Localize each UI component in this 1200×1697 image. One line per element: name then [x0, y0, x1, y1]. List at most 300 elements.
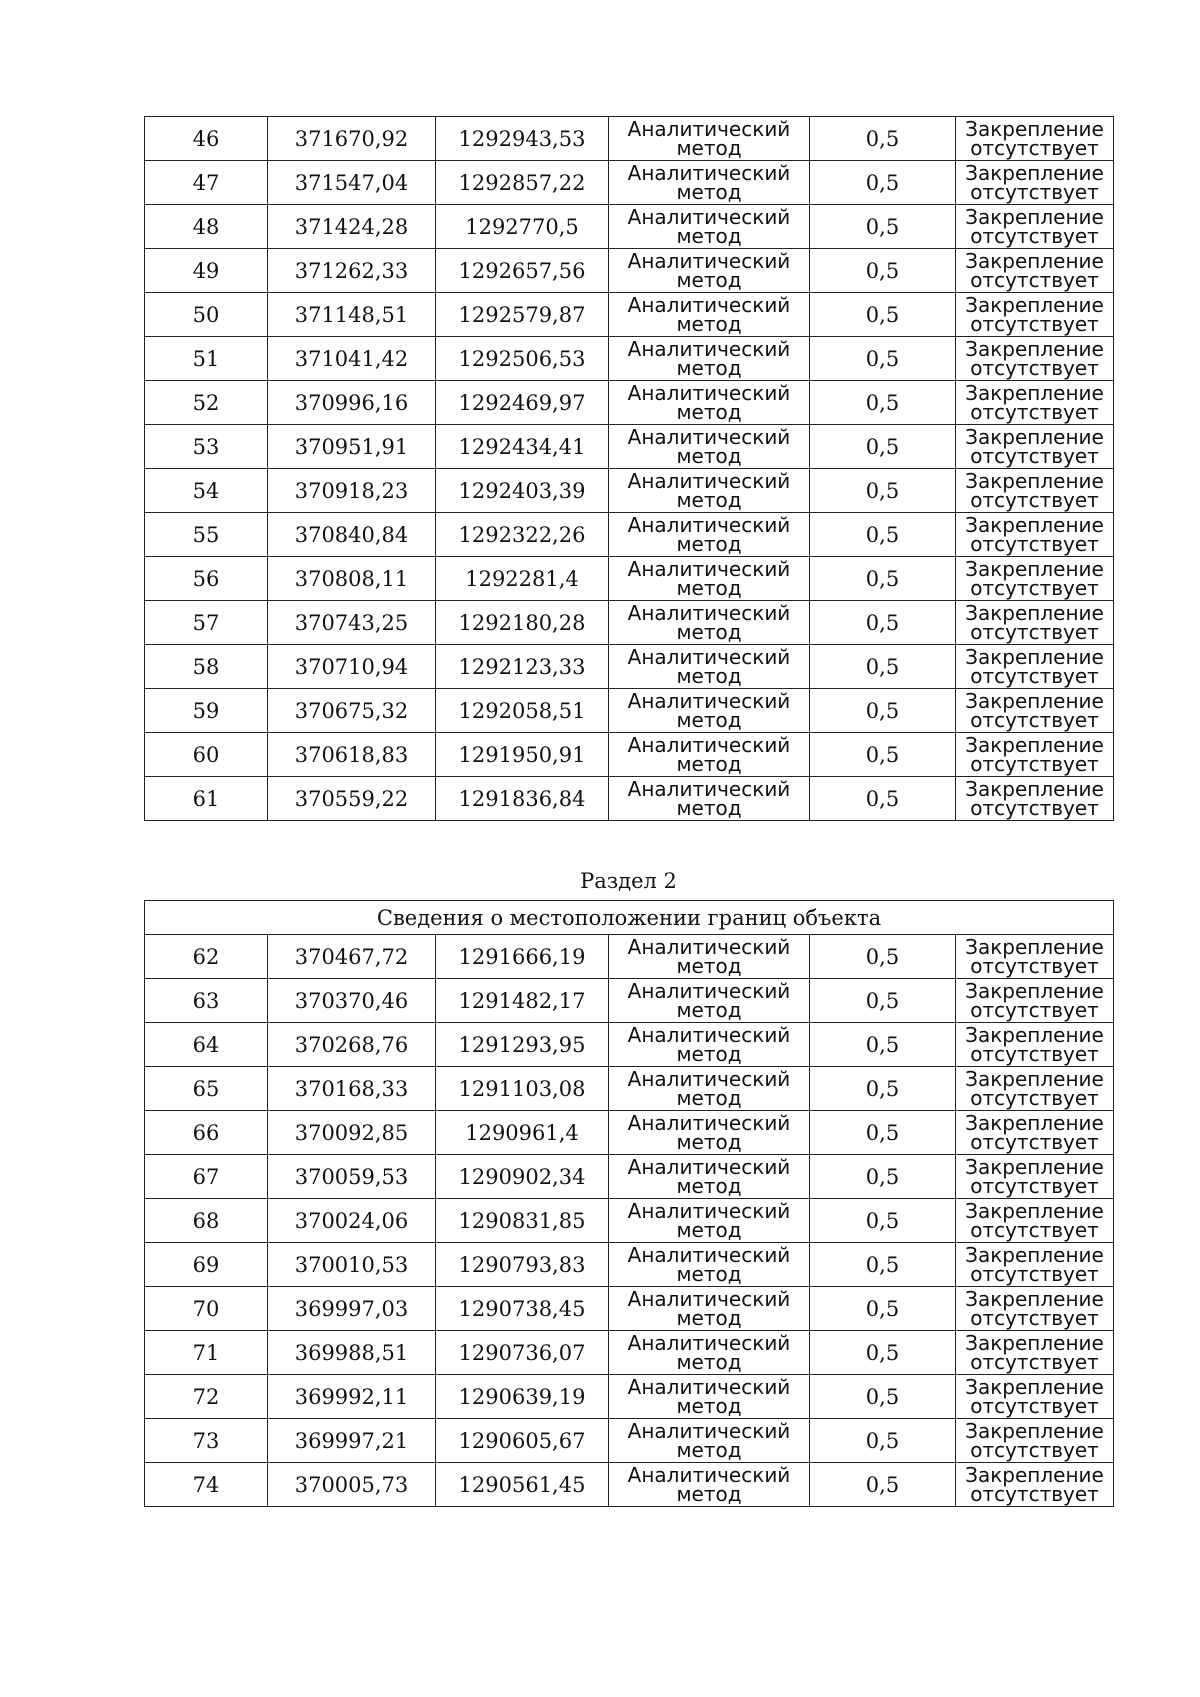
method-cell-line: Аналитический: [627, 468, 791, 493]
method-cell-line: метод: [676, 223, 742, 248]
method-cell-line: метод: [676, 487, 742, 512]
point-number-cell: 71: [145, 1331, 268, 1375]
method-cell: [609, 935, 810, 979]
method-cell: [609, 1067, 810, 1111]
fixing-cell: [956, 117, 1114, 161]
fixing-cell: [956, 733, 1114, 777]
fixing-cell-line: Закрепление: [965, 116, 1104, 141]
method-cell-line: Аналитический: [627, 978, 791, 1003]
accuracy-cell: 0,5: [810, 1023, 956, 1067]
point-number-cell: 57: [145, 601, 268, 645]
x-coordinate-cell: 371547,04: [268, 161, 436, 205]
y-coordinate-cell: 1290736,07: [436, 1331, 609, 1375]
method-cell-line: Аналитический: [627, 1022, 791, 1047]
accuracy-cell: 0,5: [810, 1463, 956, 1507]
fixing-cell-line: Закрепление: [965, 512, 1104, 537]
method-cell: [609, 645, 810, 689]
accuracy-cell: 0,5: [810, 689, 956, 733]
fixing-cell-line: отсутствует: [970, 443, 1099, 468]
fixing-cell: [956, 935, 1114, 979]
y-coordinate-cell: 1290561,45: [436, 1463, 609, 1507]
method-cell: [609, 1111, 810, 1155]
method-cell: [609, 1331, 810, 1375]
point-number-cell: 63: [145, 979, 268, 1023]
method-cell-line: Аналитический: [627, 292, 791, 317]
method-cell: [609, 689, 810, 733]
fixing-cell-line: Закрепление: [965, 556, 1104, 581]
method-cell-line: метод: [676, 1129, 742, 1154]
accuracy-cell: 0,5: [810, 777, 956, 821]
accuracy-cell: 0,5: [810, 645, 956, 689]
point-number-cell: 72: [145, 1375, 268, 1419]
x-coordinate-cell: 370168,33: [268, 1067, 436, 1111]
y-coordinate-cell: 1292469,97: [436, 381, 609, 425]
fixing-cell-line: отсутствует: [970, 1129, 1099, 1154]
fixing-cell-line: Закрепление: [965, 248, 1104, 273]
method-cell-line: метод: [676, 751, 742, 776]
x-coordinate-cell: 370370,46: [268, 979, 436, 1023]
table-row: [145, 1463, 1114, 1507]
accuracy-cell: 0,5: [810, 293, 956, 337]
fixing-cell: [956, 979, 1114, 1023]
fixing-cell-line: отсутствует: [970, 355, 1099, 380]
y-coordinate-cell: 1290738,45: [436, 1287, 609, 1331]
fixing-cell: [956, 249, 1114, 293]
fixing-cell: [956, 469, 1114, 513]
point-number-cell: 65: [145, 1067, 268, 1111]
method-cell-line: Аналитический: [627, 732, 791, 757]
fixing-cell-line: Закрепление: [965, 688, 1104, 713]
fixing-cell-line: Закрепление: [965, 336, 1104, 361]
y-coordinate-cell: 1290831,85: [436, 1199, 609, 1243]
fixing-cell: [956, 1067, 1114, 1111]
accuracy-cell: 0,5: [810, 117, 956, 161]
method-cell-line: метод: [676, 135, 742, 160]
method-cell: [609, 513, 810, 557]
table-row: [145, 1331, 1114, 1375]
accuracy-cell: 0,5: [810, 425, 956, 469]
y-coordinate-cell: 1291482,17: [436, 979, 609, 1023]
fixing-cell-line: отсутствует: [970, 619, 1099, 644]
table-row: [145, 1243, 1114, 1287]
fixing-cell-line: Закрепление: [965, 1022, 1104, 1047]
fixing-cell-line: Закрепление: [965, 424, 1104, 449]
y-coordinate-cell: 1292434,41: [436, 425, 609, 469]
y-coordinate-cell: 1290793,83: [436, 1243, 609, 1287]
method-cell-line: метод: [676, 1481, 742, 1506]
accuracy-cell: 0,5: [810, 733, 956, 777]
table-row: [145, 935, 1114, 979]
accuracy-cell: 0,5: [810, 979, 956, 1023]
method-cell-line: Аналитический: [627, 1198, 791, 1223]
method-cell-line: Аналитический: [627, 1374, 791, 1399]
fixing-cell: [956, 601, 1114, 645]
x-coordinate-cell: 369997,21: [268, 1419, 436, 1463]
method-cell: [609, 1419, 810, 1463]
accuracy-cell: 0,5: [810, 205, 956, 249]
method-cell-line: Аналитический: [627, 1462, 791, 1487]
table-row: [145, 205, 1114, 249]
point-number-cell: 74: [145, 1463, 268, 1507]
coordinates-table-2-body: [145, 901, 1114, 1507]
method-cell: [609, 1023, 810, 1067]
table-row: [145, 1375, 1114, 1419]
method-cell-line: Аналитический: [627, 512, 791, 537]
method-cell-line: метод: [676, 795, 742, 820]
point-number-cell: 49: [145, 249, 268, 293]
method-cell-line: метод: [676, 1437, 742, 1462]
method-cell: [609, 1155, 810, 1199]
fixing-cell-line: Закрепление: [965, 1374, 1104, 1399]
fixing-cell-line: Закрепление: [965, 1154, 1104, 1179]
y-coordinate-cell: 1292403,39: [436, 469, 609, 513]
y-coordinate-cell: 1292857,22: [436, 161, 609, 205]
y-coordinate-cell: 1292506,53: [436, 337, 609, 381]
point-number-cell: 48: [145, 205, 268, 249]
fixing-cell-line: Закрепление: [965, 732, 1104, 757]
fixing-cell-line: Закрепление: [965, 292, 1104, 317]
method-cell-line: метод: [676, 1393, 742, 1418]
point-number-cell: 58: [145, 645, 268, 689]
x-coordinate-cell: 371041,42: [268, 337, 436, 381]
point-number-cell: 67: [145, 1155, 268, 1199]
fixing-cell-line: отсутствует: [970, 1437, 1099, 1462]
table-row: [145, 161, 1114, 205]
method-cell-line: Аналитический: [627, 600, 791, 625]
coordinates-table-2: [144, 900, 1114, 1507]
method-cell: [609, 1199, 810, 1243]
table-row: [145, 337, 1114, 381]
method-cell-line: Аналитический: [627, 776, 791, 801]
x-coordinate-cell: 370005,73: [268, 1463, 436, 1507]
method-cell-line: Аналитический: [627, 1110, 791, 1135]
fixing-cell: [956, 337, 1114, 381]
coordinates-table-1-body: [145, 117, 1114, 821]
fixing-cell-line: Закрепление: [965, 160, 1104, 185]
table-row: [145, 777, 1114, 821]
fixing-cell: [956, 689, 1114, 733]
method-cell-line: метод: [676, 1261, 742, 1286]
method-cell-line: Аналитический: [627, 1242, 791, 1267]
point-number-cell: 46: [145, 117, 268, 161]
fixing-cell-line: отсутствует: [970, 707, 1099, 732]
accuracy-cell: 0,5: [810, 513, 956, 557]
accuracy-cell: 0,5: [810, 381, 956, 425]
y-coordinate-cell: 1291293,95: [436, 1023, 609, 1067]
x-coordinate-cell: 370710,94: [268, 645, 436, 689]
x-coordinate-cell: 370092,85: [268, 1111, 436, 1155]
point-number-cell: 55: [145, 513, 268, 557]
fixing-cell-line: отсутствует: [970, 1217, 1099, 1242]
fixing-cell-line: отсутствует: [970, 663, 1099, 688]
method-cell: [609, 293, 810, 337]
fixing-cell-line: Закрепление: [965, 1242, 1104, 1267]
method-cell-line: Аналитический: [627, 336, 791, 361]
method-cell-line: метод: [676, 575, 742, 600]
x-coordinate-cell: 370010,53: [268, 1243, 436, 1287]
fixing-cell: [956, 1023, 1114, 1067]
table-row: [145, 381, 1114, 425]
method-cell: [609, 381, 810, 425]
method-cell-line: метод: [676, 311, 742, 336]
table-row: [145, 1067, 1114, 1111]
fixing-cell-line: отсутствует: [970, 179, 1099, 204]
fixing-cell: [956, 1331, 1114, 1375]
accuracy-cell: 0,5: [810, 601, 956, 645]
method-cell-line: метод: [676, 179, 742, 204]
fixing-cell-line: отсутствует: [970, 1349, 1099, 1374]
method-cell: [609, 1375, 810, 1419]
fixing-cell: [956, 161, 1114, 205]
table-row: [145, 1287, 1114, 1331]
fixing-cell-line: отсутствует: [970, 953, 1099, 978]
method-cell-line: метод: [676, 1041, 742, 1066]
table-row: [145, 1023, 1114, 1067]
accuracy-cell: 0,5: [810, 1331, 956, 1375]
method-cell-line: метод: [676, 443, 742, 468]
fixing-cell-line: Закрепление: [965, 468, 1104, 493]
accuracy-cell: 0,5: [810, 935, 956, 979]
method-cell-line: Аналитический: [627, 644, 791, 669]
method-cell: [609, 161, 810, 205]
x-coordinate-cell: 370059,53: [268, 1155, 436, 1199]
x-coordinate-cell: 369988,51: [268, 1331, 436, 1375]
table-row: [145, 979, 1114, 1023]
fixing-cell-line: Закрепление: [965, 1066, 1104, 1091]
accuracy-cell: 0,5: [810, 1243, 956, 1287]
x-coordinate-cell: 369992,11: [268, 1375, 436, 1419]
fixing-cell-line: отсутствует: [970, 751, 1099, 776]
accuracy-cell: 0,5: [810, 557, 956, 601]
fixing-cell-line: отсутствует: [970, 795, 1099, 820]
fixing-cell: [956, 381, 1114, 425]
y-coordinate-cell: 1290605,67: [436, 1419, 609, 1463]
y-coordinate-cell: 1290639,19: [436, 1375, 609, 1419]
fixing-cell-line: Закрепление: [965, 600, 1104, 625]
method-cell-line: Аналитический: [627, 934, 791, 959]
method-cell: [609, 425, 810, 469]
accuracy-cell: 0,5: [810, 469, 956, 513]
point-number-cell: 62: [145, 935, 268, 979]
method-cell-line: метод: [676, 1085, 742, 1110]
table-row: [145, 645, 1114, 689]
x-coordinate-cell: 370840,84: [268, 513, 436, 557]
accuracy-cell: 0,5: [810, 337, 956, 381]
fixing-cell-line: отсутствует: [970, 997, 1099, 1022]
method-cell-line: метод: [676, 267, 742, 292]
fixing-cell-line: отсутствует: [970, 1305, 1099, 1330]
method-cell-line: Аналитический: [627, 1418, 791, 1443]
fixing-cell-line: отсутствует: [970, 1481, 1099, 1506]
method-cell-line: метод: [676, 663, 742, 688]
method-cell: [609, 337, 810, 381]
point-number-cell: 60: [145, 733, 268, 777]
fixing-cell-line: Закрепление: [965, 978, 1104, 1003]
fixing-cell: [956, 645, 1114, 689]
method-cell: [609, 557, 810, 601]
fixing-cell: [956, 1419, 1114, 1463]
table-row: [145, 1419, 1114, 1463]
x-coordinate-cell: 370618,83: [268, 733, 436, 777]
point-number-cell: 52: [145, 381, 268, 425]
point-number-cell: 54: [145, 469, 268, 513]
fixing-cell: [956, 557, 1114, 601]
point-number-cell: 51: [145, 337, 268, 381]
table-row: [145, 601, 1114, 645]
fixing-cell: [956, 1155, 1114, 1199]
accuracy-cell: 0,5: [810, 161, 956, 205]
accuracy-cell: 0,5: [810, 1067, 956, 1111]
point-number-cell: 61: [145, 777, 268, 821]
method-cell-line: метод: [676, 1305, 742, 1330]
fixing-cell-line: отсутствует: [970, 223, 1099, 248]
y-coordinate-cell: 1292281,4: [436, 557, 609, 601]
table-row: [145, 733, 1114, 777]
method-cell: [609, 249, 810, 293]
method-cell-line: Аналитический: [627, 160, 791, 185]
method-cell-line: Аналитический: [627, 1330, 791, 1355]
y-coordinate-cell: 1292579,87: [436, 293, 609, 337]
x-coordinate-cell: 370743,25: [268, 601, 436, 645]
section-title: Раздел 2: [580, 869, 677, 893]
accuracy-cell: 0,5: [810, 1287, 956, 1331]
method-cell: [609, 777, 810, 821]
method-cell-line: метод: [676, 953, 742, 978]
fixing-cell-line: отсутствует: [970, 1261, 1099, 1286]
accuracy-cell: 0,5: [810, 1111, 956, 1155]
table-row: [145, 513, 1114, 557]
fixing-cell-line: Закрепление: [965, 1286, 1104, 1311]
y-coordinate-cell: 1292058,51: [436, 689, 609, 733]
method-cell: [609, 1243, 810, 1287]
x-coordinate-cell: 370467,72: [268, 935, 436, 979]
method-cell: [609, 979, 810, 1023]
fixing-cell: [956, 513, 1114, 557]
point-number-cell: 68: [145, 1199, 268, 1243]
y-coordinate-cell: 1291836,84: [436, 777, 609, 821]
table-row: [145, 293, 1114, 337]
method-cell-line: Аналитический: [627, 688, 791, 713]
method-cell-line: метод: [676, 1217, 742, 1242]
table-header-cell: Сведения о местоположении границ объекта: [145, 901, 1114, 935]
fixing-cell-line: отсутствует: [970, 531, 1099, 556]
method-cell-line: Аналитический: [627, 1066, 791, 1091]
method-cell: [609, 733, 810, 777]
fixing-cell-line: Закрепление: [965, 380, 1104, 405]
y-coordinate-cell: 1291950,91: [436, 733, 609, 777]
fixing-cell-line: Закрепление: [965, 204, 1104, 229]
method-cell: [609, 469, 810, 513]
fixing-cell-line: отсутствует: [970, 1393, 1099, 1418]
x-coordinate-cell: 370268,76: [268, 1023, 436, 1067]
x-coordinate-cell: 370996,16: [268, 381, 436, 425]
method-cell-line: метод: [676, 1349, 742, 1374]
fixing-cell-line: отсутствует: [970, 1173, 1099, 1198]
method-cell-line: метод: [676, 707, 742, 732]
fixing-cell-line: Закрепление: [965, 1198, 1104, 1223]
method-cell-line: Аналитический: [627, 424, 791, 449]
table-row: [145, 117, 1114, 161]
accuracy-cell: 0,5: [810, 1199, 956, 1243]
y-coordinate-cell: 1292322,26: [436, 513, 609, 557]
method-cell-line: Аналитический: [627, 116, 791, 141]
point-number-cell: 53: [145, 425, 268, 469]
accuracy-cell: 0,5: [810, 1419, 956, 1463]
point-number-cell: 64: [145, 1023, 268, 1067]
fixing-cell-line: Закрепление: [965, 776, 1104, 801]
method-cell-line: Аналитический: [627, 380, 791, 405]
x-coordinate-cell: 371262,33: [268, 249, 436, 293]
point-number-cell: 47: [145, 161, 268, 205]
y-coordinate-cell: 1292770,5: [436, 205, 609, 249]
fixing-cell: [956, 205, 1114, 249]
x-coordinate-cell: 370559,22: [268, 777, 436, 821]
table-header-row: [145, 901, 1114, 935]
y-coordinate-cell: 1292180,28: [436, 601, 609, 645]
method-cell-line: Аналитический: [627, 1286, 791, 1311]
method-cell-line: метод: [676, 399, 742, 424]
coordinates-table-1: [144, 116, 1114, 821]
accuracy-cell: 0,5: [810, 249, 956, 293]
table-row: [145, 689, 1114, 733]
method-cell-line: метод: [676, 1173, 742, 1198]
method-cell: [609, 117, 810, 161]
table-row: [145, 249, 1114, 293]
method-cell-line: Аналитический: [627, 248, 791, 273]
fixing-cell-line: Закрепление: [965, 1330, 1104, 1355]
point-number-cell: 73: [145, 1419, 268, 1463]
method-cell-line: метод: [676, 619, 742, 644]
fixing-cell-line: отсутствует: [970, 135, 1099, 160]
table-row: [145, 1111, 1114, 1155]
table-row: [145, 1199, 1114, 1243]
method-cell: [609, 1287, 810, 1331]
method-cell: [609, 601, 810, 645]
fixing-cell: [956, 1463, 1114, 1507]
x-coordinate-cell: 371148,51: [268, 293, 436, 337]
method-cell-line: Аналитический: [627, 556, 791, 581]
point-number-cell: 70: [145, 1287, 268, 1331]
x-coordinate-cell: 370918,23: [268, 469, 436, 513]
fixing-cell-line: отсутствует: [970, 487, 1099, 512]
y-coordinate-cell: 1290961,4: [436, 1111, 609, 1155]
y-coordinate-cell: 1292943,53: [436, 117, 609, 161]
fixing-cell-line: Закрепление: [965, 1110, 1104, 1135]
fixing-cell-line: отсутствует: [970, 575, 1099, 600]
fixing-cell-line: Закрепление: [965, 1462, 1104, 1487]
fixing-cell: [956, 425, 1114, 469]
point-number-cell: 56: [145, 557, 268, 601]
fixing-cell-line: отсутствует: [970, 311, 1099, 336]
fixing-cell-line: Закрепление: [965, 1418, 1104, 1443]
x-coordinate-cell: 371670,92: [268, 117, 436, 161]
y-coordinate-cell: 1291666,19: [436, 935, 609, 979]
fixing-cell-line: Закрепление: [965, 934, 1104, 959]
table-row: [145, 469, 1114, 513]
x-coordinate-cell: 370808,11: [268, 557, 436, 601]
point-number-cell: 69: [145, 1243, 268, 1287]
fixing-cell: [956, 1199, 1114, 1243]
point-number-cell: 59: [145, 689, 268, 733]
x-coordinate-cell: 369997,03: [268, 1287, 436, 1331]
y-coordinate-cell: 1290902,34: [436, 1155, 609, 1199]
accuracy-cell: 0,5: [810, 1155, 956, 1199]
fixing-cell-line: отсутствует: [970, 1085, 1099, 1110]
method-cell-line: Аналитический: [627, 1154, 791, 1179]
point-number-cell: 50: [145, 293, 268, 337]
method-cell: [609, 1463, 810, 1507]
fixing-cell: [956, 293, 1114, 337]
